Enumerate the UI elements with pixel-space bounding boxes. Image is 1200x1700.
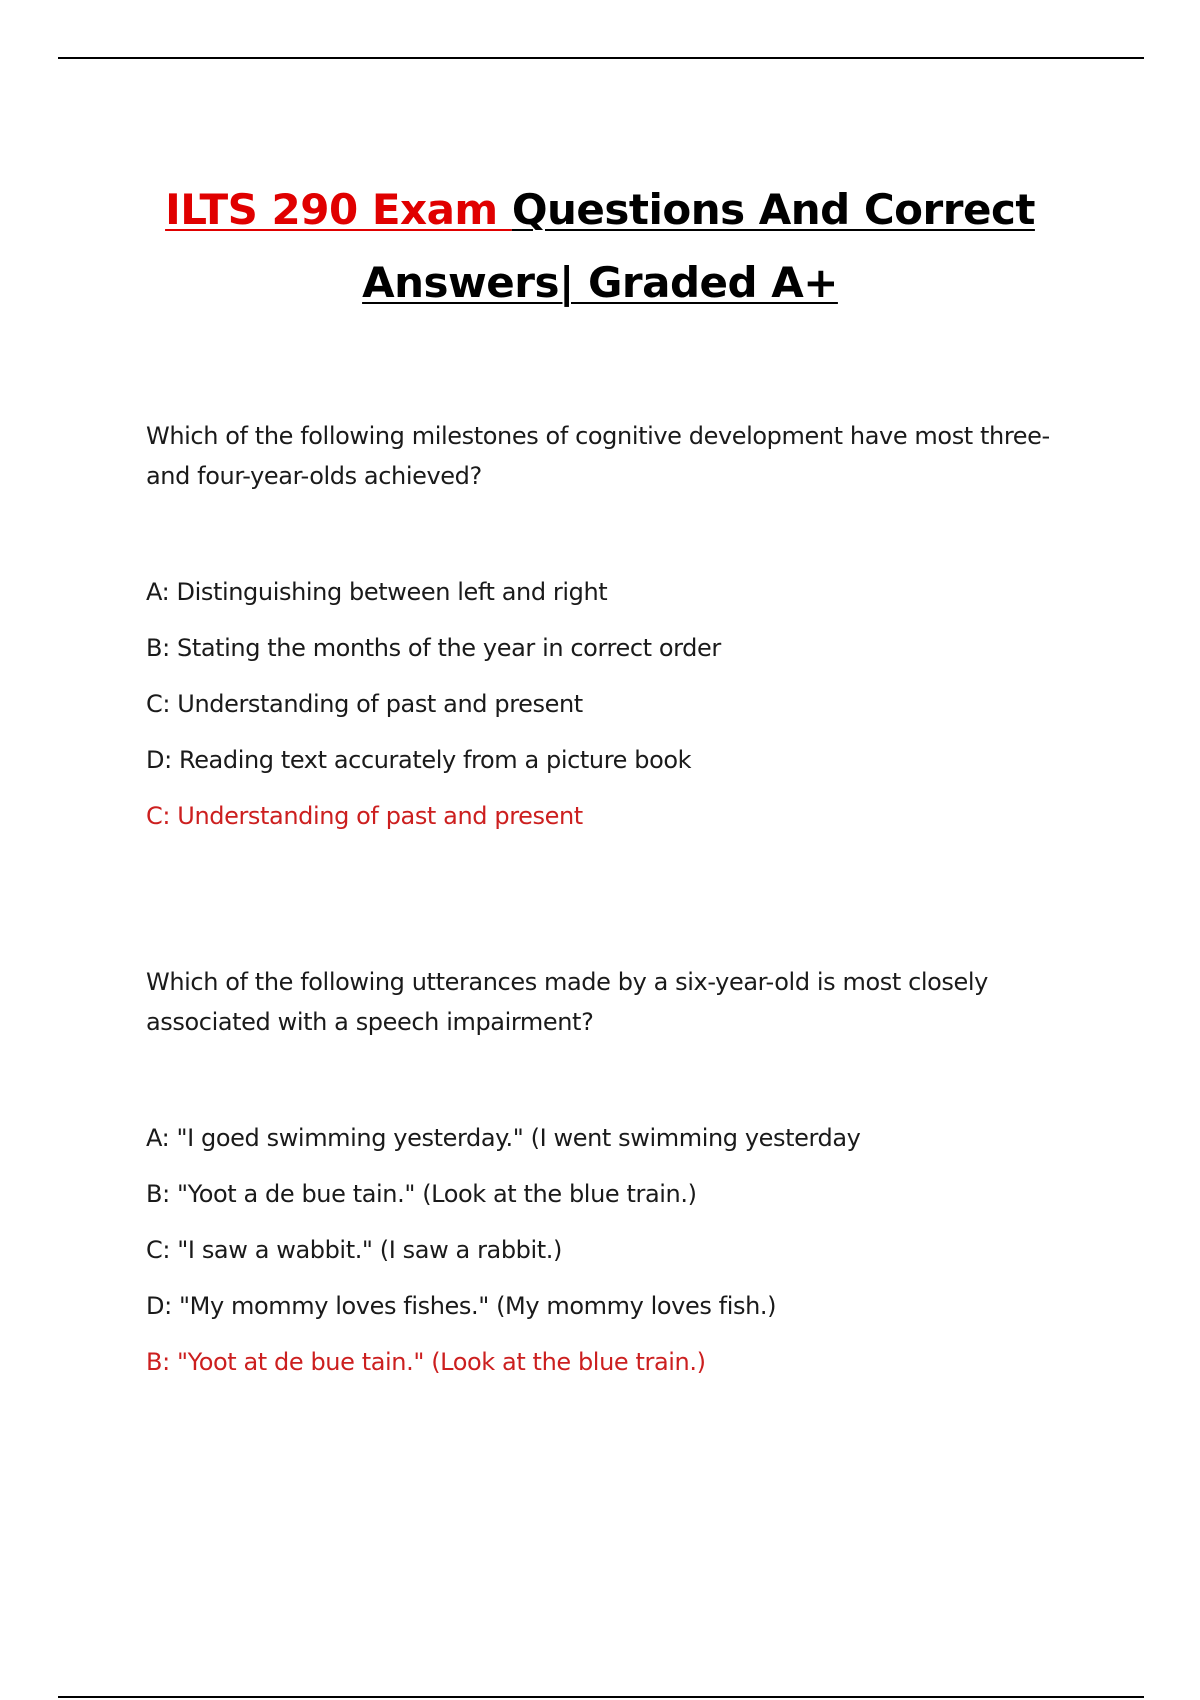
correct-answer: C: Understanding of past and present (146, 802, 583, 830)
title-black-part-1: Questions And Correct (511, 185, 1035, 235)
title-red-part: ILTS 290 Exam (165, 185, 512, 235)
question-text: Which of the following utterances made by a six-year-old is most closely associated with a speech impairment? (146, 968, 988, 1036)
question-block-2 (146, 962, 1086, 1390)
bottom-rule (58, 1696, 1144, 1698)
option-c: C: Understanding of past and present (146, 690, 583, 718)
option-c: C: "I saw a wabbit." (I saw a rabbit.) (146, 1236, 562, 1264)
option-d: D: "My mommy loves fishes." (My mommy loves fish.) (146, 1292, 777, 1320)
option-a: A: Distinguishing between left and right (146, 578, 608, 606)
top-rule (58, 57, 1144, 59)
option-d: D: Reading text accurately from a picture book (146, 746, 692, 774)
option-b: B: "Yoot a de bue tain." (Look at the blue train.) (146, 1180, 697, 1208)
option-list (146, 564, 1086, 788)
correct-answer: B: "Yoot at de bue tain." (Look at the blue train.) (146, 1348, 706, 1376)
page-title (100, 173, 1100, 319)
title-black-part-2: Answers| Graded A+ (362, 258, 838, 308)
option-a: A: "I goed swimming yesterday." (I went swimming yesterday (146, 1124, 861, 1152)
title-line-1 (100, 173, 1100, 246)
option-b: B: Stating the months of the year in correct order (146, 634, 721, 662)
title-line-2 (100, 246, 1100, 319)
question-block-1 (146, 416, 1086, 844)
option-list (146, 1110, 1086, 1334)
question-text: Which of the following milestones of cognitive development have most three-and four-year-olds achieved? (146, 422, 1050, 490)
